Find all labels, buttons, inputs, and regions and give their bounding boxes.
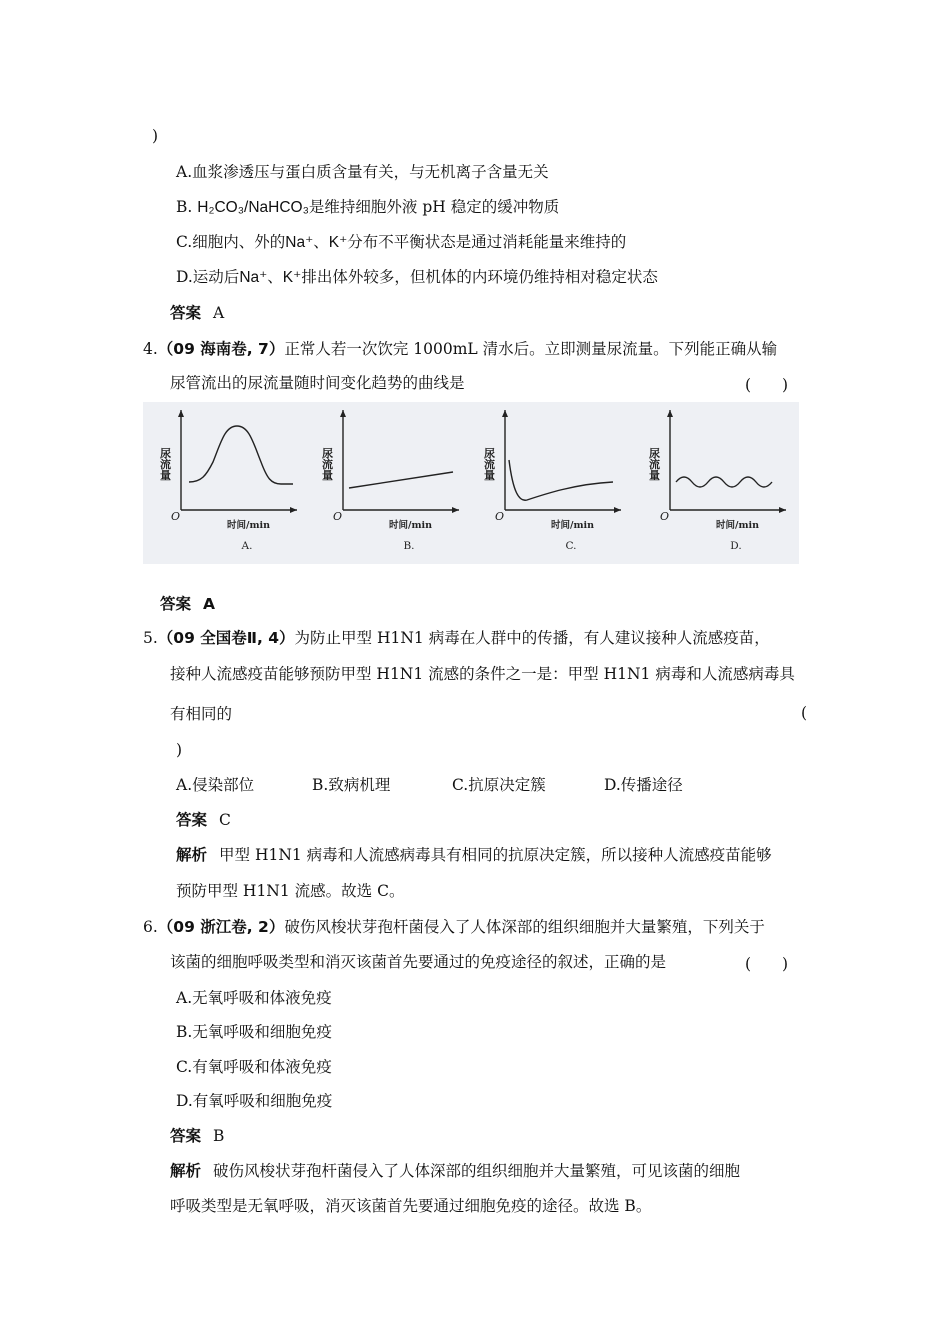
q4-stem-line1 — [143, 339, 777, 359]
q5-stem-text1: 为防止甲型 H1N1 病毒在人群中的传播，有人建议接种人流感疫苗， — [294, 629, 770, 647]
q4-stem-line2: 尿管流出的尿流量随时间变化趋势的曲线是 — [170, 374, 465, 392]
panel-3-y-label: 尿流量 — [482, 447, 496, 481]
panel-4-origin: O — [660, 510, 670, 523]
q3-answer — [170, 303, 224, 323]
panel-3-label: C. — [565, 540, 577, 552]
q3-option-d-ions: Na⁺、K⁺ — [239, 269, 302, 286]
panel-2-x-arrow — [452, 507, 459, 513]
q6-option-a: A.无氧呼吸和体液免疫 — [176, 989, 332, 1007]
panel-2-x-label: 时间/min — [389, 520, 433, 531]
q6-analysis-text1: 破伤风梭状芽孢杆菌侵入了人体深部的组织细胞并大量繁殖，可见该菌的细胞 — [213, 1162, 741, 1180]
q4-answer-label: 答案 — [160, 595, 192, 613]
q3-option-b-formula: H₂CO₃/NaHCO₃ — [197, 199, 309, 216]
q5-source: （09 全国卷Ⅱ, 4） — [157, 629, 295, 647]
q5-option-b: B.致病机理 — [312, 776, 391, 794]
panel-4-x-arrow — [779, 507, 786, 513]
q3-paren-tail: ) — [152, 127, 159, 145]
q3-option-d-suffix: 排出体外较多，但机体的内环境仍维持相对稳定状态 — [301, 268, 658, 286]
panel-1-x-arrow — [290, 507, 297, 513]
panel-3-curve — [509, 460, 613, 500]
q6-answer-value: B — [213, 1127, 225, 1145]
q4-source: （09 海南卷, 7） — [157, 340, 285, 358]
q3-option-b-suffix: 是维持细胞外液 pH 稳定的缓冲物质 — [308, 198, 560, 216]
q3-answer-label: 答案 — [170, 304, 202, 322]
q3-option-c-prefix: C.细胞内、外的 — [176, 233, 286, 251]
panel-3-x-label: 时间/min — [551, 520, 595, 531]
q6-option-b: B.无氧呼吸和细胞免疫 — [176, 1023, 332, 1041]
q5-blank-open: ( — [801, 704, 808, 722]
q5-stem-line2: 接种人流感疫苗能够预防甲型 H1N1 流感的条件之一是：甲型 H1N1 病毒和人流感病毒具 — [170, 665, 795, 683]
panel-4-x-label: 时间/min — [716, 520, 760, 531]
panel-2-origin: O — [333, 510, 343, 523]
q5-option-a: A.侵染部位 — [176, 776, 255, 794]
q4-figure — [143, 402, 799, 564]
panel-1-y-label: 尿流量 — [158, 447, 172, 481]
panel-2-curve — [349, 472, 453, 488]
q6-answer — [170, 1126, 224, 1146]
q6-stem-line2: 该菌的细胞呼吸类型和消灭该菌首先要通过的免疫途径的叙述，正确的是 — [170, 953, 667, 971]
q6-option-c: C.有氧呼吸和体液免疫 — [176, 1058, 332, 1076]
panel-4-label: D. — [730, 540, 742, 552]
panel-4-y-label: 尿流量 — [647, 447, 661, 481]
q6-answer-blank: ( ) — [745, 955, 789, 973]
q6-stem-text1: 破伤风梭状芽孢杆菌侵入了人体深部的组织细胞并大量繁殖，下列关于 — [284, 918, 765, 936]
q5-option-d: D.传播途径 — [604, 776, 683, 794]
q3-answer-value: A — [213, 304, 225, 322]
q4-answer-value: A — [203, 595, 216, 613]
q5-analysis-label: 解析 — [176, 846, 208, 864]
q6-source: （09 浙江卷, 2） — [157, 918, 285, 936]
q5-number: 5. — [143, 629, 158, 647]
q4-number: 4. — [143, 340, 158, 358]
panel-2-label: B. — [403, 540, 415, 552]
q5-answer-value: C — [219, 811, 231, 829]
panel-1-origin: O — [171, 510, 181, 523]
q3-option-d — [176, 267, 658, 288]
panel-3-x-arrow — [614, 507, 621, 513]
q5-stem-line1 — [143, 628, 770, 648]
q3-option-c-suffix: 分布不平衡状态是通过消耗能量来维持的 — [347, 233, 627, 251]
q6-analysis-line2: 呼吸类型是无氧呼吸，消灭该菌首先要通过细胞免疫的途径。故选 B。 — [170, 1197, 652, 1215]
panel-4-y-arrow — [667, 410, 673, 417]
q5-blank-close: ) — [176, 741, 183, 759]
q5-answer-label: 答案 — [176, 811, 208, 829]
q3-option-a: A.血浆渗透压与蛋白质含量有关，与无机离子含量无关 — [176, 163, 549, 181]
q6-option-d: D.有氧呼吸和细胞免疫 — [176, 1092, 333, 1110]
panel-3-origin: O — [495, 510, 505, 523]
q6-answer-label: 答案 — [170, 1127, 202, 1145]
panel-2-y-label: 尿流量 — [320, 447, 334, 481]
panel-1-y-arrow — [178, 410, 184, 417]
q3-option-c-ions: Na⁺、K⁺ — [285, 234, 348, 251]
q6-analysis-label: 解析 — [170, 1162, 202, 1180]
q6-analysis-line1 — [170, 1161, 740, 1181]
panel-2-y-arrow — [340, 410, 346, 417]
q5-stem-line3: 有相同的 — [170, 705, 233, 723]
q6-stem-line1 — [143, 917, 765, 937]
q3-option-b-prefix: B. — [176, 198, 198, 216]
q3-option-b — [176, 197, 559, 218]
q3-option-d-prefix: D.运动后 — [176, 268, 240, 286]
q5-analysis-line1 — [176, 845, 772, 865]
q4-answer-blank: ( ) — [745, 376, 789, 394]
q6-number: 6. — [143, 918, 158, 936]
q5-option-c: C.抗原决定簇 — [452, 776, 546, 794]
panel-1-label: A. — [241, 540, 253, 552]
q5-analysis-line2: 预防甲型 H1N1 流感。故选 C。 — [176, 882, 405, 900]
q3-option-c — [176, 232, 626, 253]
q5-answer — [176, 810, 231, 830]
panel-3-y-arrow — [502, 410, 508, 417]
panel-4-curve — [676, 477, 772, 487]
panel-1-curve — [189, 426, 293, 484]
q4-answer — [160, 594, 215, 614]
q4-stem-text1: 正常人若一次饮完 1000mL 清水后。立即测量尿流量。下列能正确从输 — [284, 340, 778, 358]
q5-analysis-text1: 甲型 H1N1 病毒和人流感病毒具有相同的抗原决定簇，所以接种人流感疫苗能够 — [219, 846, 772, 864]
panel-1-x-label: 时间/min — [227, 520, 271, 531]
